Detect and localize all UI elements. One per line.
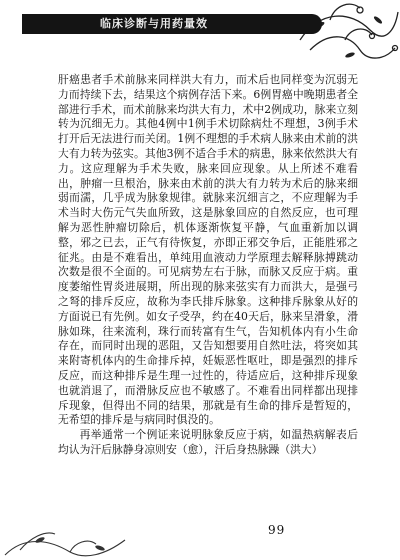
floral-ornament-icon	[0, 500, 130, 560]
paragraph-2: 再举通常一个例证来说明脉象反应于病，如温热病解表后均认为汗后脉静身凉则安（愈），汗后身热脉躁（洪大）	[58, 428, 358, 456]
paragraph-1: 肝癌患者手术前脉来同样洪大有力，而术后也同样变为沉弱无力而持续下去，结果这个病例存活下来。6例胃癌中晚期患者全部进行手术，而术前脉来均洪大有力，术中2例成功，脉来立刻转为沉细无力。其他4例中1例手术切除病灶不理想，3例手术打开后无法进行而关闭。1例不理想的手术病人脉来由术前的洪大有力转为弦实。其他3例不适合手术的病患，脉来依然洪大有力。这应理解为手术失败，脉来回应现象。从上所述不难看出，肿瘤一旦根治，脉来由术前的洪大有力转为术后的脉来细弱而濡，几乎成为脉象规律。就脉来沉细言之，不应理解为手术当时大伤元气失血所致，这是脉象回应的自然反应，也可理解为恶性肿瘤切除后，机体逐渐恢复平静，气血重新加以调整，邪之已去，正气有待恢复，亦即正邪交争后，正能胜邪之征兆。由是不难看出，单纯用血液动力学原理去解释脉搏跳动次数是很不全面的。可见病势左右于脉，而脉又反应于病。重度萎缩性胃炎进展期，所出现的脉来弦实有力而洪大，是强弓之弩的排斥反应，故称为李氏排斥脉象。这种排斥脉象从好的方面说已有先例。如女子受孕，约在40天后，脉来呈滑象，滑脉如珠，往来流利，珠行而转富有生气，告知机体内有小生命存在，而同时出现的恶阻，又告知想要用自然吐法，将突如其来附寄机体内的生命排斥掉，妊娠恶性呕吐，即是强烈的排斥反应，而这种排斥是生理一过性的，待适应后，这种排斥现象也就消退了，而滑脉反应也不敏感了。不难看出同样都出现排斥现象，但得出不同的结果，那就是有生命的排斥是暂短的，无希望的排斥是与病同时俱没的。	[58, 73, 358, 427]
floral-ornament-icon	[290, 0, 400, 80]
running-header-title: 临床诊断与用药量效	[100, 17, 208, 30]
page-number: 99	[268, 523, 286, 537]
body-text	[58, 73, 358, 458]
